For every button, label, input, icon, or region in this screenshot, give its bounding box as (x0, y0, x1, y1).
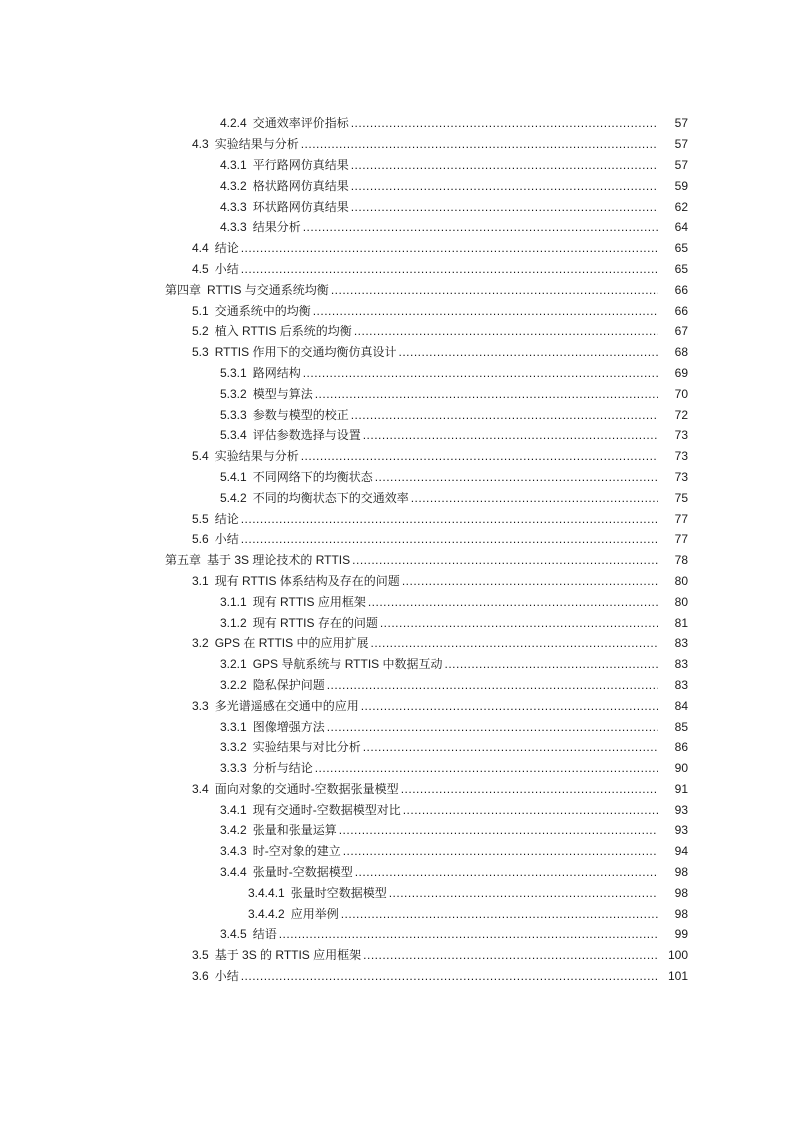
toc-dot-leader (341, 907, 658, 921)
toc-entry-text: 结论 (214, 511, 239, 526)
toc-entry-title (248, 907, 341, 921)
toc-entry-text: 小结 (214, 969, 239, 984)
toc-entry-text: 交通系统中的均衡 (214, 303, 311, 318)
toc-dot-leader (351, 116, 658, 130)
toc-dot-leader (401, 782, 658, 796)
toc-dot-leader (339, 823, 658, 837)
toc-entry[interactable] (0, 446, 793, 467)
table-of-contents (0, 113, 793, 986)
toc-dot-leader (331, 283, 658, 297)
toc-dot-leader (402, 574, 658, 588)
toc-page-number: 93 (674, 802, 688, 817)
toc-entry-text: RTTIS 作用下的交通均衡仿真设计 (214, 345, 397, 360)
toc-entry-title (192, 532, 241, 546)
toc-entry-title (220, 387, 315, 401)
toc-entry-text: 时-空对象的建立 (252, 844, 341, 859)
toc-entry-title (220, 740, 363, 754)
toc-entry[interactable] (0, 758, 793, 779)
toc-page-number: 101 (667, 969, 688, 984)
toc-entry-text: 路网结构 (252, 365, 301, 380)
toc-dot-leader (445, 657, 659, 671)
toc-entry-number: 3.3.1 (220, 719, 247, 734)
toc-entry-title (220, 428, 363, 442)
toc-entry-text: 结果分析 (252, 220, 301, 235)
toc-page-number: 59 (674, 178, 688, 193)
toc-entry[interactable] (0, 300, 793, 321)
toc-entry-text: GPS 导航系统与 RTTIS 中数据互动 (252, 657, 443, 672)
toc-entry-number: 第五章 (165, 553, 202, 568)
toc-entry-number: 3.4.3 (220, 844, 247, 859)
toc-entry-text: 交通效率评价指标 (252, 116, 349, 131)
toc-page-number: 73 (674, 428, 688, 443)
toc-dot-leader (380, 616, 658, 630)
toc-entry[interactable] (0, 820, 793, 841)
toc-entry[interactable] (0, 903, 793, 924)
toc-entry-title (220, 200, 351, 214)
toc-page-number: 66 (674, 303, 688, 318)
toc-entry-text: 评估参数选择与设置 (252, 428, 361, 443)
toc-entry-text: 张量时空数据模型 (290, 885, 387, 900)
toc-entry-text: 张量时-空数据模型 (252, 865, 353, 880)
toc-page-number: 98 (674, 906, 688, 921)
toc-entry[interactable] (0, 217, 793, 238)
toc-entry-text: 基于 3S 理论技术的 RTTIS (207, 553, 351, 568)
toc-dot-leader (313, 304, 658, 318)
toc-entry[interactable] (0, 862, 793, 883)
toc-entry[interactable] (0, 799, 793, 820)
toc-entry-number: 3.6 (192, 969, 209, 984)
toc-page-number: 78 (674, 553, 688, 568)
toc-page-number: 64 (674, 220, 688, 235)
toc-entry-number: 5.4.2 (220, 490, 247, 505)
toc-page-number: 99 (674, 927, 688, 942)
toc-entry-number: 5.6 (192, 532, 209, 547)
toc-entry-number: 3.4.2 (220, 823, 247, 838)
toc-entry-title (220, 927, 279, 941)
toc-dot-leader (351, 179, 658, 193)
toc-entry-number: 3.4.5 (220, 927, 247, 942)
toc-entry[interactable] (0, 633, 793, 654)
toc-dot-leader (303, 366, 658, 380)
toc-entry-title (192, 324, 354, 338)
toc-entry-text: 多光谱遥感在交通中的应用 (214, 698, 359, 713)
toc-entry-text: 现有 RTTIS 体系结构及存在的问题 (214, 573, 400, 588)
toc-entry-number: 3.5 (192, 948, 209, 963)
toc-dot-leader (352, 553, 658, 567)
toc-dot-leader (375, 470, 658, 484)
toc-entry-number: 4.3.3 (220, 220, 247, 235)
toc-entry-title (220, 220, 303, 234)
toc-page-number: 57 (674, 157, 688, 172)
toc-entry-number: 4.3 (192, 137, 209, 152)
toc-dot-leader (315, 387, 658, 401)
toc-entry-title (220, 761, 315, 775)
toc-entry[interactable] (0, 779, 793, 800)
toc-dot-leader (351, 200, 658, 214)
toc-page-number: 65 (674, 241, 688, 256)
toc-entry-number: 5.1 (192, 303, 209, 318)
toc-page-number: 68 (674, 345, 688, 360)
toc-page-number: 57 (674, 137, 688, 152)
toc-dot-leader (241, 262, 658, 276)
toc-entry-title (192, 262, 241, 276)
toc-entry-text: 不同的均衡状态下的交通效率 (252, 490, 409, 505)
toc-entry-title (192, 574, 402, 588)
toc-page-number: 73 (674, 469, 688, 484)
toc-dot-leader (351, 158, 658, 172)
toc-page-number: 66 (674, 282, 688, 297)
toc-page-number: 91 (674, 781, 688, 796)
toc-dot-leader (351, 408, 658, 422)
toc-entry-title (220, 823, 339, 837)
toc-entry-text: 结语 (252, 927, 277, 942)
toc-dot-leader (327, 678, 658, 692)
toc-entry-title (220, 491, 411, 505)
toc-page-number: 75 (674, 490, 688, 505)
toc-entry-number: 3.2.2 (220, 677, 247, 692)
toc-entry-title (192, 782, 401, 796)
toc-entry-title (220, 803, 403, 817)
toc-entry[interactable] (0, 841, 793, 862)
toc-entry[interactable] (0, 716, 793, 737)
toc-entry-number: 4.4 (192, 241, 209, 256)
toc-entry[interactable] (0, 321, 793, 342)
toc-entry[interactable] (0, 238, 793, 259)
toc-page-number: 72 (674, 407, 688, 422)
toc-entry-number: 3.3 (192, 698, 209, 713)
toc-entry[interactable] (0, 550, 793, 571)
toc-entry[interactable] (0, 571, 793, 592)
toc-entry-text: 现有 RTTIS 存在的问题 (252, 615, 378, 630)
toc-entry-title (165, 283, 331, 297)
toc-entry[interactable] (0, 737, 793, 758)
toc-page-number: 57 (674, 116, 688, 131)
toc-dot-leader (327, 720, 658, 734)
toc-dot-leader (301, 137, 658, 151)
toc-entry-text: 格状路网仿真结果 (252, 178, 349, 193)
toc-dot-leader (303, 220, 658, 234)
toc-entry-text: 平行路网仿真结果 (252, 157, 349, 172)
toc-entry-number: 5.3.4 (220, 428, 247, 443)
toc-entry-number: 3.4.4.2 (248, 906, 285, 921)
toc-entry[interactable] (0, 134, 793, 155)
toc-dot-leader (363, 428, 658, 442)
toc-entry-number: 5.3 (192, 345, 209, 360)
toc-entry-title (220, 470, 375, 484)
toc-entry[interactable] (0, 404, 793, 425)
toc-entry-text: 环状路网仿真结果 (252, 199, 349, 214)
toc-dot-leader (389, 886, 658, 900)
toc-page-number: 69 (674, 365, 688, 380)
toc-entry-title (192, 948, 363, 962)
toc-entry-text: 实验结果与对比分析 (252, 740, 361, 755)
toc-page-number: 98 (674, 885, 688, 900)
toc-entry-number: 5.3.1 (220, 365, 247, 380)
toc-entry[interactable] (0, 259, 793, 280)
toc-entry-text: 张量和张量运算 (252, 823, 337, 838)
toc-page-number: 98 (674, 865, 688, 880)
toc-entry-title (165, 553, 352, 567)
toc-entry-text: 参数与模型的校正 (252, 407, 349, 422)
toc-entry[interactable] (0, 487, 793, 508)
toc-page-number: 81 (674, 615, 688, 630)
toc-entry-text: 图像增强方法 (252, 719, 325, 734)
toc-entry-number: 5.2 (192, 324, 209, 339)
toc-entry-title (220, 158, 351, 172)
toc-page-number: 94 (674, 844, 688, 859)
toc-entry-number: 5.4 (192, 449, 209, 464)
toc-entry-title (220, 179, 351, 193)
toc-entry[interactable] (0, 508, 793, 529)
toc-entry-number: 3.1.1 (220, 594, 247, 609)
toc-entry-text: 结论 (214, 241, 239, 256)
toc-entry-number: 3.4.4 (220, 865, 247, 880)
toc-entry-title (220, 720, 327, 734)
toc-page-number: 77 (674, 532, 688, 547)
toc-entry[interactable] (0, 966, 793, 987)
toc-entry-title (192, 449, 301, 463)
toc-entry-number: 5.5 (192, 511, 209, 526)
toc-page-number: 70 (674, 386, 688, 401)
toc-entry-text: 植入 RTTIS 后系统的均衡 (214, 324, 352, 339)
toc-entry-text: 不同网络下的均衡状态 (252, 469, 373, 484)
toc-entry[interactable] (0, 695, 793, 716)
toc-dot-leader (241, 241, 658, 255)
toc-dot-leader (361, 699, 658, 713)
toc-page-number: 83 (674, 636, 688, 651)
toc-entry-number: 5.4.1 (220, 469, 247, 484)
toc-entry-number: 3.4 (192, 781, 209, 796)
toc-entry[interactable] (0, 342, 793, 363)
toc-dot-leader (354, 324, 658, 338)
toc-entry-number: 4.3.3 (220, 199, 247, 214)
toc-entry-text: 隐私保护问题 (252, 677, 325, 692)
toc-entry-number: 4.3.2 (220, 178, 247, 193)
toc-page-number: 62 (674, 199, 688, 214)
toc-page-number: 90 (674, 761, 688, 776)
toc-dot-leader (315, 761, 658, 775)
toc-entry-text: 基于 3S 的 RTTIS 应用框架 (214, 948, 362, 963)
toc-entry-number: 3.1 (192, 573, 209, 588)
toc-entry[interactable] (0, 425, 793, 446)
toc-entry[interactable] (0, 654, 793, 675)
toc-entry[interactable] (0, 196, 793, 217)
toc-entry-title (192, 969, 241, 983)
toc-entry-title (220, 657, 445, 671)
toc-entry[interactable] (0, 363, 793, 384)
toc-entry-title (192, 512, 241, 526)
toc-entry[interactable] (0, 383, 793, 404)
toc-entry[interactable] (0, 175, 793, 196)
toc-page-number: 84 (674, 698, 688, 713)
toc-page-number: 77 (674, 511, 688, 526)
toc-entry[interactable] (0, 279, 793, 300)
toc-page-number: 86 (674, 740, 688, 755)
toc-entry-title (192, 304, 313, 318)
toc-dot-leader (403, 803, 658, 817)
toc-dot-leader (343, 844, 658, 858)
toc-entry-title (248, 886, 389, 900)
toc-entry-text: 现有 RTTIS 应用框架 (252, 594, 366, 609)
toc-entry[interactable] (0, 591, 793, 612)
toc-page-number: 100 (667, 948, 688, 963)
toc-page-number: 83 (674, 677, 688, 692)
toc-entry-number: 第四章 (165, 282, 202, 297)
toc-entry-text: 面向对象的交通时-空数据张量模型 (214, 781, 399, 796)
toc-entry[interactable] (0, 612, 793, 633)
toc-entry-number: 3.3.2 (220, 740, 247, 755)
toc-dot-leader (368, 595, 658, 609)
toc-entry-text: 小结 (214, 261, 239, 276)
toc-entry-text: 模型与算法 (252, 386, 313, 401)
toc-entry-title (220, 366, 303, 380)
toc-entry-title (220, 865, 355, 879)
toc-entry-text: 分析与结论 (252, 761, 313, 776)
toc-entry-text: 实验结果与分析 (214, 449, 299, 464)
toc-entry[interactable] (0, 675, 793, 696)
toc-entry[interactable] (0, 924, 793, 945)
toc-entry-title (192, 345, 398, 359)
toc-page-number: 73 (674, 449, 688, 464)
toc-entry-number: 4.5 (192, 261, 209, 276)
toc-entry-number: 3.3.3 (220, 761, 247, 776)
toc-entry-title (192, 636, 370, 650)
toc-dot-leader (241, 532, 658, 546)
toc-dot-leader (301, 449, 658, 463)
toc-entry-number: 3.2 (192, 636, 209, 651)
toc-entry[interactable] (0, 882, 793, 903)
toc-entry-text: 现有交通时-空数据模型对比 (252, 802, 401, 817)
toc-entry-title (220, 616, 380, 630)
toc-dot-leader (241, 512, 658, 526)
toc-entry-title (220, 408, 351, 422)
toc-entry[interactable] (0, 529, 793, 550)
toc-dot-leader (411, 491, 658, 505)
toc-entry-title (220, 678, 327, 692)
toc-dot-leader (398, 345, 658, 359)
toc-entry-text: 实验结果与分析 (214, 137, 299, 152)
toc-entry[interactable] (0, 113, 793, 134)
toc-page-number: 80 (674, 594, 688, 609)
toc-page-number: 80 (674, 573, 688, 588)
toc-entry-number: 3.4.1 (220, 802, 247, 817)
toc-entry-number: 4.3.1 (220, 157, 247, 172)
toc-entry-text: GPS 在 RTTIS 中的应用扩展 (214, 636, 369, 651)
toc-entry-title (192, 699, 361, 713)
toc-entry-title (220, 595, 368, 609)
toc-dot-leader (363, 948, 658, 962)
toc-entry-text: 应用举例 (290, 906, 339, 921)
toc-dot-leader (363, 740, 658, 754)
toc-dot-leader (370, 636, 658, 650)
toc-entry[interactable] (0, 155, 793, 176)
toc-page-number: 83 (674, 657, 688, 672)
toc-page-number: 65 (674, 261, 688, 276)
toc-entry-number: 5.3.3 (220, 407, 247, 422)
toc-entry-text: 小结 (214, 532, 239, 547)
toc-dot-leader (355, 865, 658, 879)
toc-page-number: 93 (674, 823, 688, 838)
toc-page-number: 85 (674, 719, 688, 734)
toc-entry-text: RTTIS 与交通系统均衡 (207, 282, 329, 297)
toc-entry[interactable] (0, 467, 793, 488)
toc-dot-leader (279, 927, 658, 941)
toc-entry-number: 4.2.4 (220, 116, 247, 131)
toc-entry[interactable] (0, 945, 793, 966)
toc-entry-number: 3.4.4.1 (248, 885, 285, 900)
toc-entry-number: 3.1.2 (220, 615, 247, 630)
toc-entry-number: 5.3.2 (220, 386, 247, 401)
toc-entry-title (192, 137, 301, 151)
toc-entry-title (220, 116, 351, 130)
toc-dot-leader (241, 969, 658, 983)
toc-entry-title (220, 844, 343, 858)
toc-entry-title (192, 241, 241, 255)
toc-page-number: 67 (674, 324, 688, 339)
toc-entry-number: 3.2.1 (220, 657, 247, 672)
